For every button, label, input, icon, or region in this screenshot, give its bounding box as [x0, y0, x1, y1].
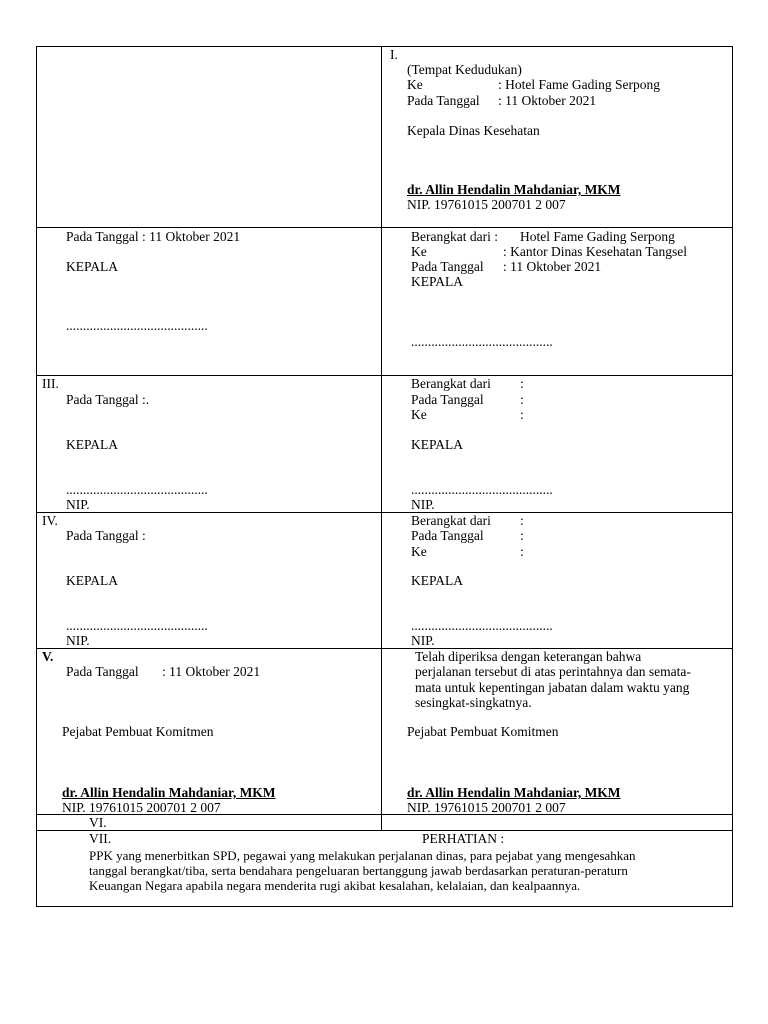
section-1-number: I.: [390, 47, 398, 62]
row-divider-3: [36, 512, 733, 513]
section-5-left-signer-name: dr. Allin Hendalin Mahdaniar, MKM: [62, 785, 276, 800]
section-3-left-nip: NIP.: [66, 497, 90, 512]
section-3-ke-colon: :: [520, 407, 524, 422]
section-1-date-value: : 11 Oktober 2021: [498, 93, 597, 108]
section-5-left-signer-nip: NIP. 19761015 200701 2 007: [62, 800, 221, 815]
section-4-left-nip: NIP.: [66, 633, 90, 648]
section-4-right-kepala: KEPALA: [411, 573, 464, 588]
section-3-date-label: Pada Tanggal: [411, 392, 484, 407]
section-2-depart-value: Hotel Fame Gading Serpong: [520, 229, 675, 244]
section-4-right-signature-line: ..........................................: [411, 618, 553, 633]
section-2-right-signature-line: ..........................................: [411, 334, 553, 349]
section-4-left-kepala: KEPALA: [66, 573, 119, 588]
section-4-number: IV.: [42, 513, 58, 528]
table-border-bottom: [36, 906, 733, 907]
section-2-ke-label: Ke: [411, 244, 427, 259]
row-divider-2: [36, 375, 733, 376]
section-5-right-role: Pejabat Pembuat Komitmen: [407, 724, 559, 739]
row-divider-6: [36, 830, 733, 831]
section-5-statement-line-3: mata untuk kepentingan jabatan dalam waktu yang: [415, 680, 690, 695]
table-border-left: [36, 46, 37, 907]
section-2-left-date: Pada Tanggal : 11 Oktober 2021: [66, 229, 241, 244]
section-2-left-signature-line: ..........................................: [66, 318, 208, 333]
section-7-notice-line-2: tanggal berangkat/tiba, serta bendahara pengeluaran bertanggung jawab berdasarkan peraturan-peraturn: [89, 863, 628, 878]
section-5-right-signer-name: dr. Allin Hendalin Mahdaniar, MKM: [407, 785, 621, 800]
section-2-left-kepala: KEPALA: [66, 259, 119, 274]
table-border-top: [36, 46, 733, 47]
section-5-left-role: Pejabat Pembuat Komitmen: [62, 724, 214, 739]
section-2-date-label: Pada Tanggal: [411, 259, 484, 274]
section-5-number: V.: [42, 649, 54, 664]
section-1-signer-name: dr. Allin Hendalin Mahdaniar, MKM: [407, 182, 621, 197]
section-5-left-date-value: : 11 Oktober 2021: [162, 664, 261, 679]
section-4-left-date: Pada Tanggal :: [66, 528, 146, 543]
section-5-statement-line-4: sesingkat-singkatnya.: [415, 695, 532, 710]
section-7-number: VII.: [89, 831, 112, 846]
section-3-right-kepala: KEPALA: [411, 437, 464, 452]
row-divider-1: [36, 227, 733, 228]
section-3-depart-colon: :: [520, 376, 524, 391]
section-4-left-signature-line: ..........................................: [66, 618, 208, 633]
section-2-date-value: : 11 Oktober 2021: [503, 259, 602, 274]
section-2-right-kepala: KEPALA: [411, 274, 464, 289]
section-3-ke-label: Ke: [411, 407, 427, 422]
section-3-left-signature-line: ..........................................: [66, 482, 208, 497]
section-3-left-kepala: KEPALA: [66, 437, 119, 452]
section-4-right-nip: NIP.: [411, 633, 435, 648]
section-4-date-label: Pada Tanggal: [411, 528, 484, 543]
section-5-right-signer-nip: NIP. 19761015 200701 2 007: [407, 800, 566, 815]
section-2-ke-value: : Kantor Dinas Kesehatan Tangsel: [503, 244, 688, 259]
section-3-right-nip: NIP.: [411, 497, 435, 512]
section-2-depart-label: Berangkat dari :: [411, 229, 498, 244]
section-1-ke-label: Ke: [407, 77, 423, 92]
section-7-title: PERHATIAN :: [422, 831, 505, 846]
section-3-date-colon: :: [520, 392, 524, 407]
section-1-date-label: Pada Tanggal: [407, 93, 480, 108]
section-4-ke-label: Ke: [411, 544, 427, 559]
section-4-depart-colon: :: [520, 513, 524, 528]
section-5-statement-line-2: perjalanan tersebut di atas perintahnya dan semata-: [415, 664, 691, 679]
section-6-number: VI.: [89, 815, 107, 830]
section-3-number: III.: [42, 376, 59, 391]
column-divider: [381, 46, 382, 831]
section-5-left-date-label: Pada Tanggal: [66, 664, 139, 679]
table-border-right: [732, 46, 733, 907]
section-1-ke-value: : Hotel Fame Gading Serpong: [498, 77, 660, 92]
section-3-depart-label: Berangkat dari: [411, 376, 491, 391]
section-1-head-title: Kepala Dinas Kesehatan: [407, 123, 540, 138]
section-7-notice-line-1: PPK yang menerbitkan SPD, pegawai yang melakukan perjalanan dinas, para pejabat yang mengesahkan: [89, 848, 636, 863]
section-1-place-label: (Tempat Kedudukan): [407, 62, 522, 77]
section-4-ke-colon: :: [520, 544, 524, 559]
section-4-depart-label: Berangkat dari: [411, 513, 491, 528]
section-3-right-signature-line: ..........................................: [411, 482, 553, 497]
section-4-date-colon: :: [520, 528, 524, 543]
section-1-signer-nip: NIP. 19761015 200701 2 007: [407, 197, 566, 212]
section-5-statement-line-1: Telah diperiksa dengan keterangan bahwa: [415, 649, 642, 664]
section-3-left-date: Pada Tanggal :.: [66, 392, 150, 407]
section-7-notice-line-3: Keuangan Negara apabila negara menderita rugi akibat kesalahan, kelalaian, dan kealpaannya.: [89, 878, 581, 893]
